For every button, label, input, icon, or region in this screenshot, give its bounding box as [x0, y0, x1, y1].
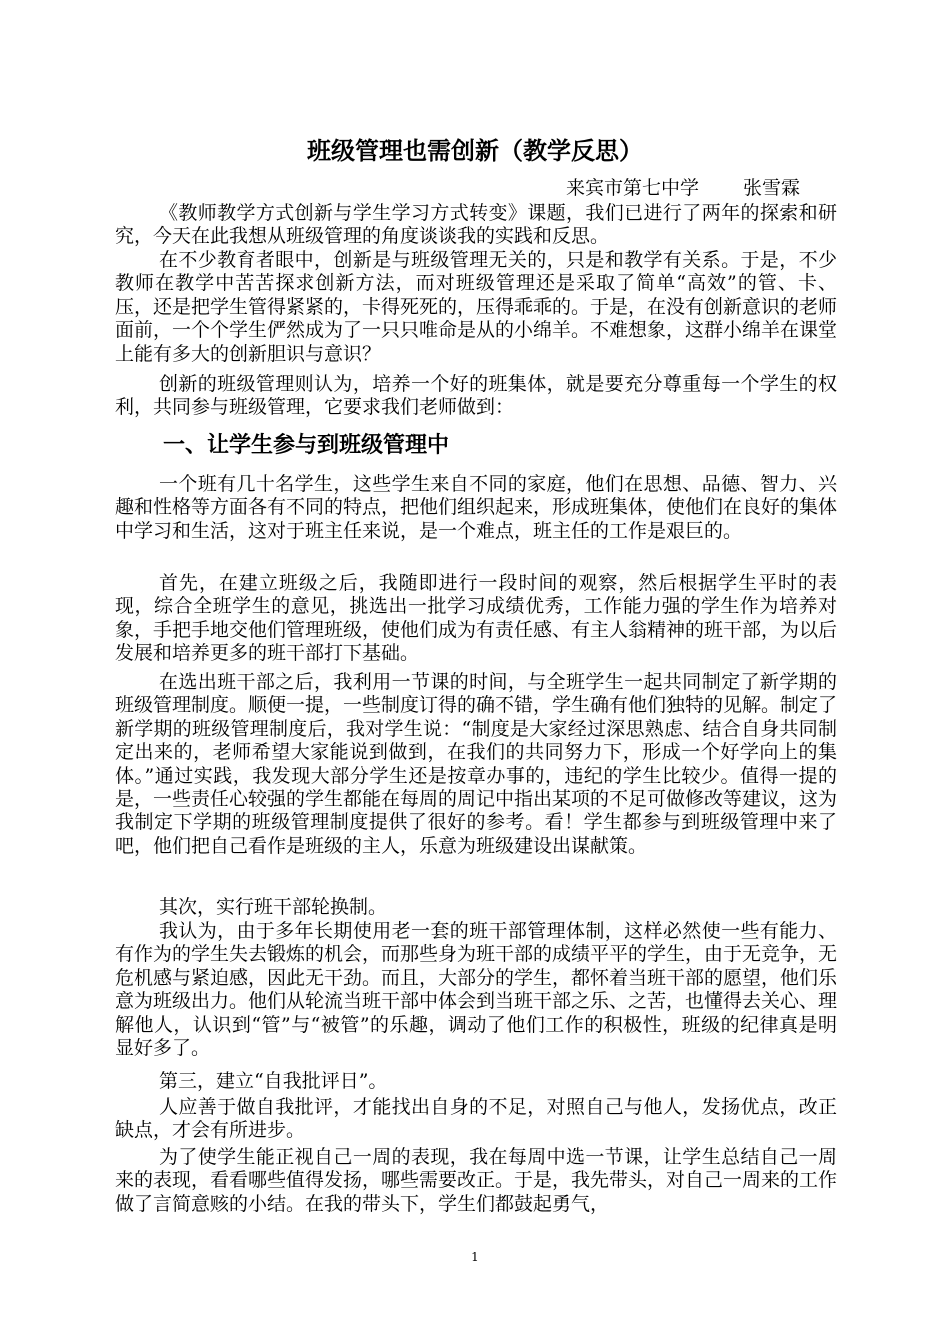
intro-paragraph: 《教师教学方式创新与学生学习方式转变》课题，我们已进行了两年的探索和研究，今天在此我想从班级管理的角度谈谈我的实践和反思。	[115, 202, 837, 248]
body-paragraph: 一个班有几十名学生，这些学生来自不同的家庭，他们在思想、品德、智力、兴趣和性格等方面各有不同的特点，把他们组织起来，形成班集体，使他们在良好的集体中学习和生活，这对于班主任来说，是一个难点，班主任的工作是艰巨的。	[115, 473, 838, 542]
intro-paragraph: 在不少教育者眼中，创新是与班级管理无关的，只是和教学有关系。于是，不少教师在教学中苦苦探求创新方法，而对班级管理还是采取了简单“高效”的管、卡、压，还是把学生管得紧紧的，卡得死死的，压得乖乖的。于是，在没有创新意识的老师面前，一个个学生俨然成为了一只只唯命是从的小绵羊。不难想象，这群小绵羊在课堂上能有多大的创新胆识与意识？	[115, 249, 838, 365]
body-paragraph: 为了使学生能正视自己一周的表现，我在每周中选一节课，让学生总结自己一周来的表现，看看哪些值得发扬，哪些需要改正。于是，我先带头，对自己一周来的工作做了言简意赅的小结。在我的带头下，学生们都鼓起勇气，	[115, 1146, 838, 1215]
section-heading: 一、让学生参与到班级管理中	[163, 433, 450, 458]
school-name: 来宾市第七中学	[566, 177, 700, 199]
document-title: 班级管理也需创新（教学反思）	[307, 137, 643, 165]
intro-paragraph: 创新的班级管理则认为，培养一个好的班集体，就是要充分尊重每一个学生的权利，共同参与班级管理，它要求我们老师做到：	[115, 373, 837, 419]
body-paragraph: 首先，在建立班级之后，我随即进行一段时间的观察，然后根据学生平时的表现，综合全班学生的意见，挑选出一批学习成绩优秀，工作能力强的学生作为培养对象，手把手地交他们管理班级，使他们成为有责任感、有主人翁精神的班干部，为以后发展和培养更多的班干部打下基础。	[115, 572, 838, 665]
byline	[566, 176, 800, 200]
body-paragraph: 在选出班干部之后，我利用一节课的时间，与全班学生一起共同制定了新学期的班级管理制度。顺便一提，一些制度订得的确不错，学生确有他们独特的见解。制定了新学期的班级管理制度后，我对学生说：“制度是大家经过深思熟虑、结合自身共同制定出来的，老师希望大家能说到做到，在我们的共同努力下，形成一个好学向上的集体。”通过实践，我发现大部分学生还是按章办事的，违纪的学生比较少。值得一提的是，一些责任心较强的学生都能在每周的周记中指出某项的不足可做修改等建议，这为我制定下学期的班级管理制度提供了很好的参考。看！学生都参与到班级管理中来了吧，他们把自己看作是班级的主人，乐意为班级建设出谋献策。	[115, 671, 838, 857]
page-number: 1	[471, 1250, 479, 1264]
body-paragraph: 我认为，由于多年长期使用老一套的班干部管理体制，这样必然使一些有能力、有作为的学生失去锻炼的机会，而那些身为班干部的成绩平平的学生，由于无竞争，无危机感与紧迫感，因此无干劲。而且，大部分的学生，都怀着当班干部的愿望，他们乐意为班级出力。他们从轮流当班干部中体会到当班干部之乐、之苦，也懂得去关心、理解他人，认识到“管”与“被管”的乐趣，调动了他们工作的积极性，班级的纪律真是明显好多了。	[115, 920, 838, 1060]
author-name: 张雪霖	[743, 177, 801, 199]
body-paragraph: 人应善于做自我批评，才能找出自身的不足，对照自己与他人，发扬优点，改正缺点，才会有所进步。	[115, 1096, 837, 1142]
body-paragraph: 第三，建立“自我批评日”。	[159, 1070, 388, 1092]
body-paragraph: 其次，实行班干部轮换制。	[159, 896, 388, 918]
